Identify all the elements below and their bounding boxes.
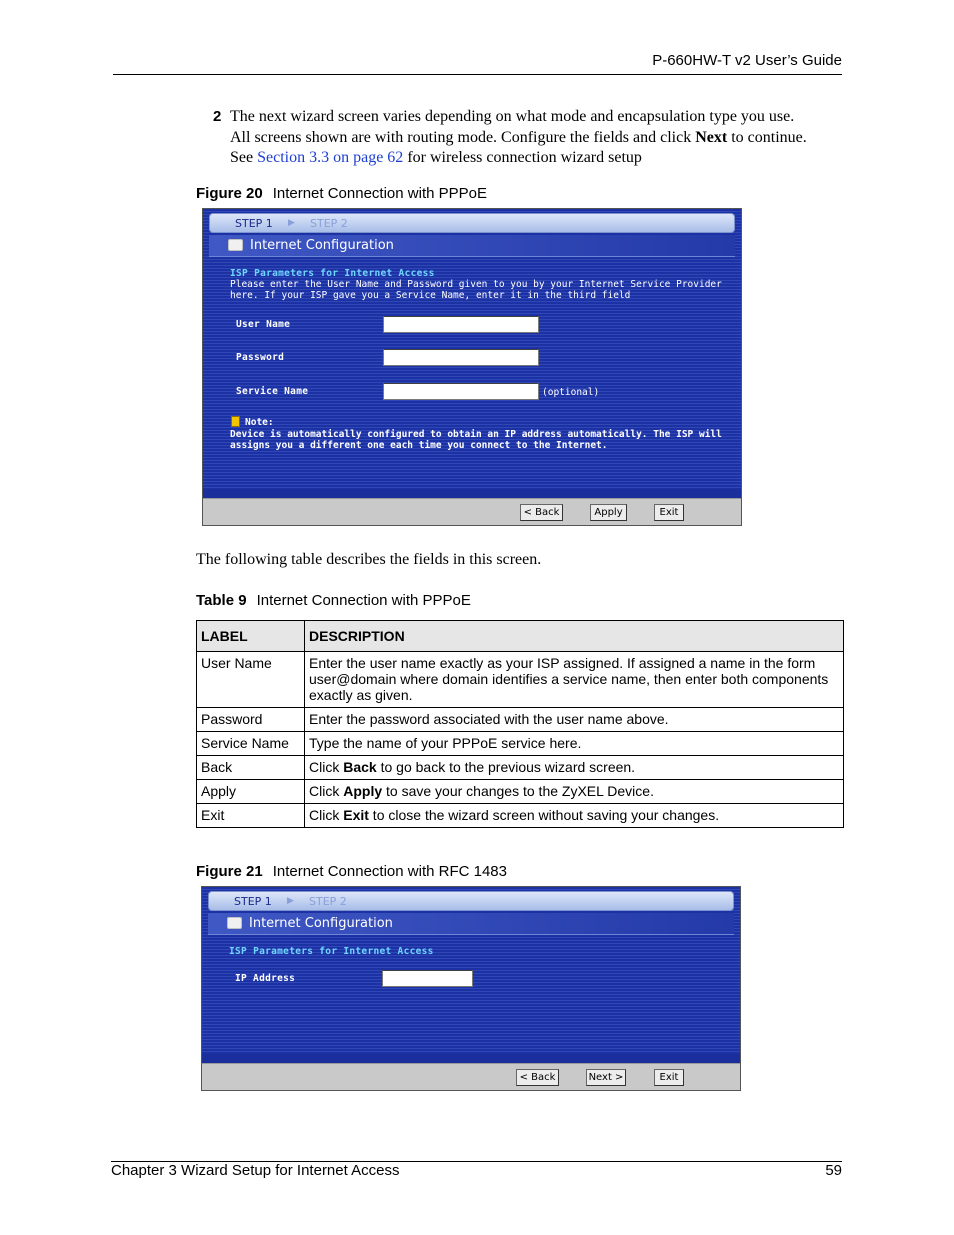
table-row xyxy=(197,652,844,708)
desc-keyword: Exit xyxy=(343,807,369,823)
figure20-screenshot xyxy=(202,208,742,526)
figure21-title: Internet Connection with RFC 1483 xyxy=(272,863,507,880)
row-description xyxy=(305,804,844,828)
table-row xyxy=(197,756,844,780)
step-line-3-text: See xyxy=(230,149,258,166)
figure20-label: Figure 20 xyxy=(196,185,263,202)
exit-button[interactable]: Exit xyxy=(654,504,684,521)
column-header-description: DESCRIPTION xyxy=(305,621,844,652)
password-input[interactable] xyxy=(383,349,539,366)
figure20-caption xyxy=(196,185,487,202)
row-label: Back xyxy=(197,756,305,780)
step-arrow-icon: ▶ xyxy=(288,217,295,227)
table-row xyxy=(197,780,844,804)
step-line-1: The next wizard screen varies depending on what mode and encapsulation type you use. xyxy=(230,108,795,125)
desc-text: Click xyxy=(309,783,344,799)
row-label: Password xyxy=(197,708,305,732)
header-rule xyxy=(113,74,842,75)
row-label: Apply xyxy=(197,780,305,804)
next-button[interactable]: Next > xyxy=(586,1069,626,1086)
step2-tab[interactable]: STEP 2 xyxy=(310,217,348,230)
isp-description: Please enter the User Name and Password given to you by your Internet Service Provider here. If your ISP gave you a Service Name, enter it in the third field xyxy=(230,279,722,301)
desc-text: Click xyxy=(309,807,344,823)
folder-icon xyxy=(227,917,242,929)
note-text: Device is automatically configured to obtain an IP address automatically. The ISP will assigns you a different one each time you connect to the Internet. xyxy=(230,429,722,451)
figure21-stepbar xyxy=(208,891,734,911)
row-label: Exit xyxy=(197,804,305,828)
service-name-input[interactable] xyxy=(383,383,539,400)
table-row xyxy=(197,732,844,756)
service-name-label: Service Name xyxy=(236,386,309,397)
section-link[interactable]: Section 3.3 on page 62 xyxy=(257,149,404,166)
table-row xyxy=(197,804,844,828)
step2-tab[interactable]: STEP 2 xyxy=(309,895,347,908)
table9-title: Internet Connection with PPPoE xyxy=(256,592,471,609)
password-label: Password xyxy=(236,352,285,363)
desc-text: to go back to the previous wizard screen. xyxy=(376,759,636,775)
row-description: Enter the user name exactly as your ISP assigned. If assigned a name in the form user@domain where domain identifies a service name, then enter both components exactly as given. xyxy=(305,652,844,708)
column-header-label: LABEL xyxy=(197,621,305,652)
figure21-label: Figure 21 xyxy=(196,863,263,880)
row-description: Enter the password associated with the user name above. xyxy=(305,708,844,732)
config-title: Internet Configuration xyxy=(249,916,393,931)
figure21-screenshot xyxy=(201,886,741,1091)
table9-caption xyxy=(196,592,471,609)
ip-address-input[interactable] xyxy=(382,970,473,987)
user-name-label: User Name xyxy=(236,319,291,330)
running-header: P-660HW-T v2 User’s Guide xyxy=(652,52,842,69)
optional-hint: (optional) xyxy=(542,387,600,398)
back-button[interactable]: < Back xyxy=(520,504,563,521)
back-button[interactable]: < Back xyxy=(516,1069,559,1086)
step1-tab[interactable]: STEP 1 xyxy=(234,895,272,908)
desc-text: to close the wizard screen without saving your changes. xyxy=(368,807,720,823)
next-keyword: Next xyxy=(695,128,728,146)
step-line-2-text: All screens shown are with routing mode. Configure the fields and click xyxy=(230,128,696,146)
desc-keyword: Back xyxy=(343,759,377,775)
isp-heading: ISP Parameters for Internet Access xyxy=(229,946,434,957)
row-label: User Name xyxy=(197,652,305,708)
isp-heading: ISP Parameters for Internet Access xyxy=(230,268,435,279)
step-paragraph xyxy=(230,107,845,169)
desc-keyword: Apply xyxy=(343,783,383,799)
step-number: 2 xyxy=(213,108,222,125)
figure20-stepbar xyxy=(209,213,735,233)
row-description: Type the name of your PPPoE service here. xyxy=(305,732,844,756)
table-header-row xyxy=(197,621,844,652)
desc-text: to save your changes to the ZyXEL Device. xyxy=(382,783,654,799)
desc-text: Click xyxy=(309,759,344,775)
figure21-caption xyxy=(196,863,507,880)
table9 xyxy=(196,620,844,828)
ip-address-label: IP Address xyxy=(235,973,296,984)
figure20-title: Internet Connection with PPPoE xyxy=(272,185,487,202)
figure20-button-bar xyxy=(203,498,741,525)
row-description xyxy=(305,780,844,804)
figure21-config-title-bar xyxy=(208,913,734,935)
row-description xyxy=(305,756,844,780)
footer-chapter: Chapter 3 Wizard Setup for Internet Access xyxy=(111,1162,400,1179)
step-line-3-end: for wireless connection wizard setup xyxy=(403,149,642,166)
table-intro: The following table describes the fields in this screen. xyxy=(196,551,542,568)
folder-icon xyxy=(228,239,243,251)
exit-button[interactable]: Exit xyxy=(654,1069,684,1086)
step-arrow-icon: ▶ xyxy=(287,895,294,905)
figure21-button-bar xyxy=(202,1063,740,1090)
page-number: 59 xyxy=(825,1162,842,1179)
note-label: Note: xyxy=(245,417,274,428)
step1-tab[interactable]: STEP 1 xyxy=(235,217,273,230)
apply-button[interactable]: Apply xyxy=(590,504,627,521)
note-icon xyxy=(231,416,240,427)
step-line-2 xyxy=(230,128,845,149)
step-line-2-end: to continue. xyxy=(727,128,807,146)
row-label: Service Name xyxy=(197,732,305,756)
table-row xyxy=(197,708,844,732)
user-name-input[interactable] xyxy=(383,316,539,333)
figure20-config-title-bar xyxy=(209,235,735,257)
step-line-3 xyxy=(230,148,845,169)
table9-label: Table 9 xyxy=(196,592,247,609)
config-title: Internet Configuration xyxy=(250,238,394,253)
